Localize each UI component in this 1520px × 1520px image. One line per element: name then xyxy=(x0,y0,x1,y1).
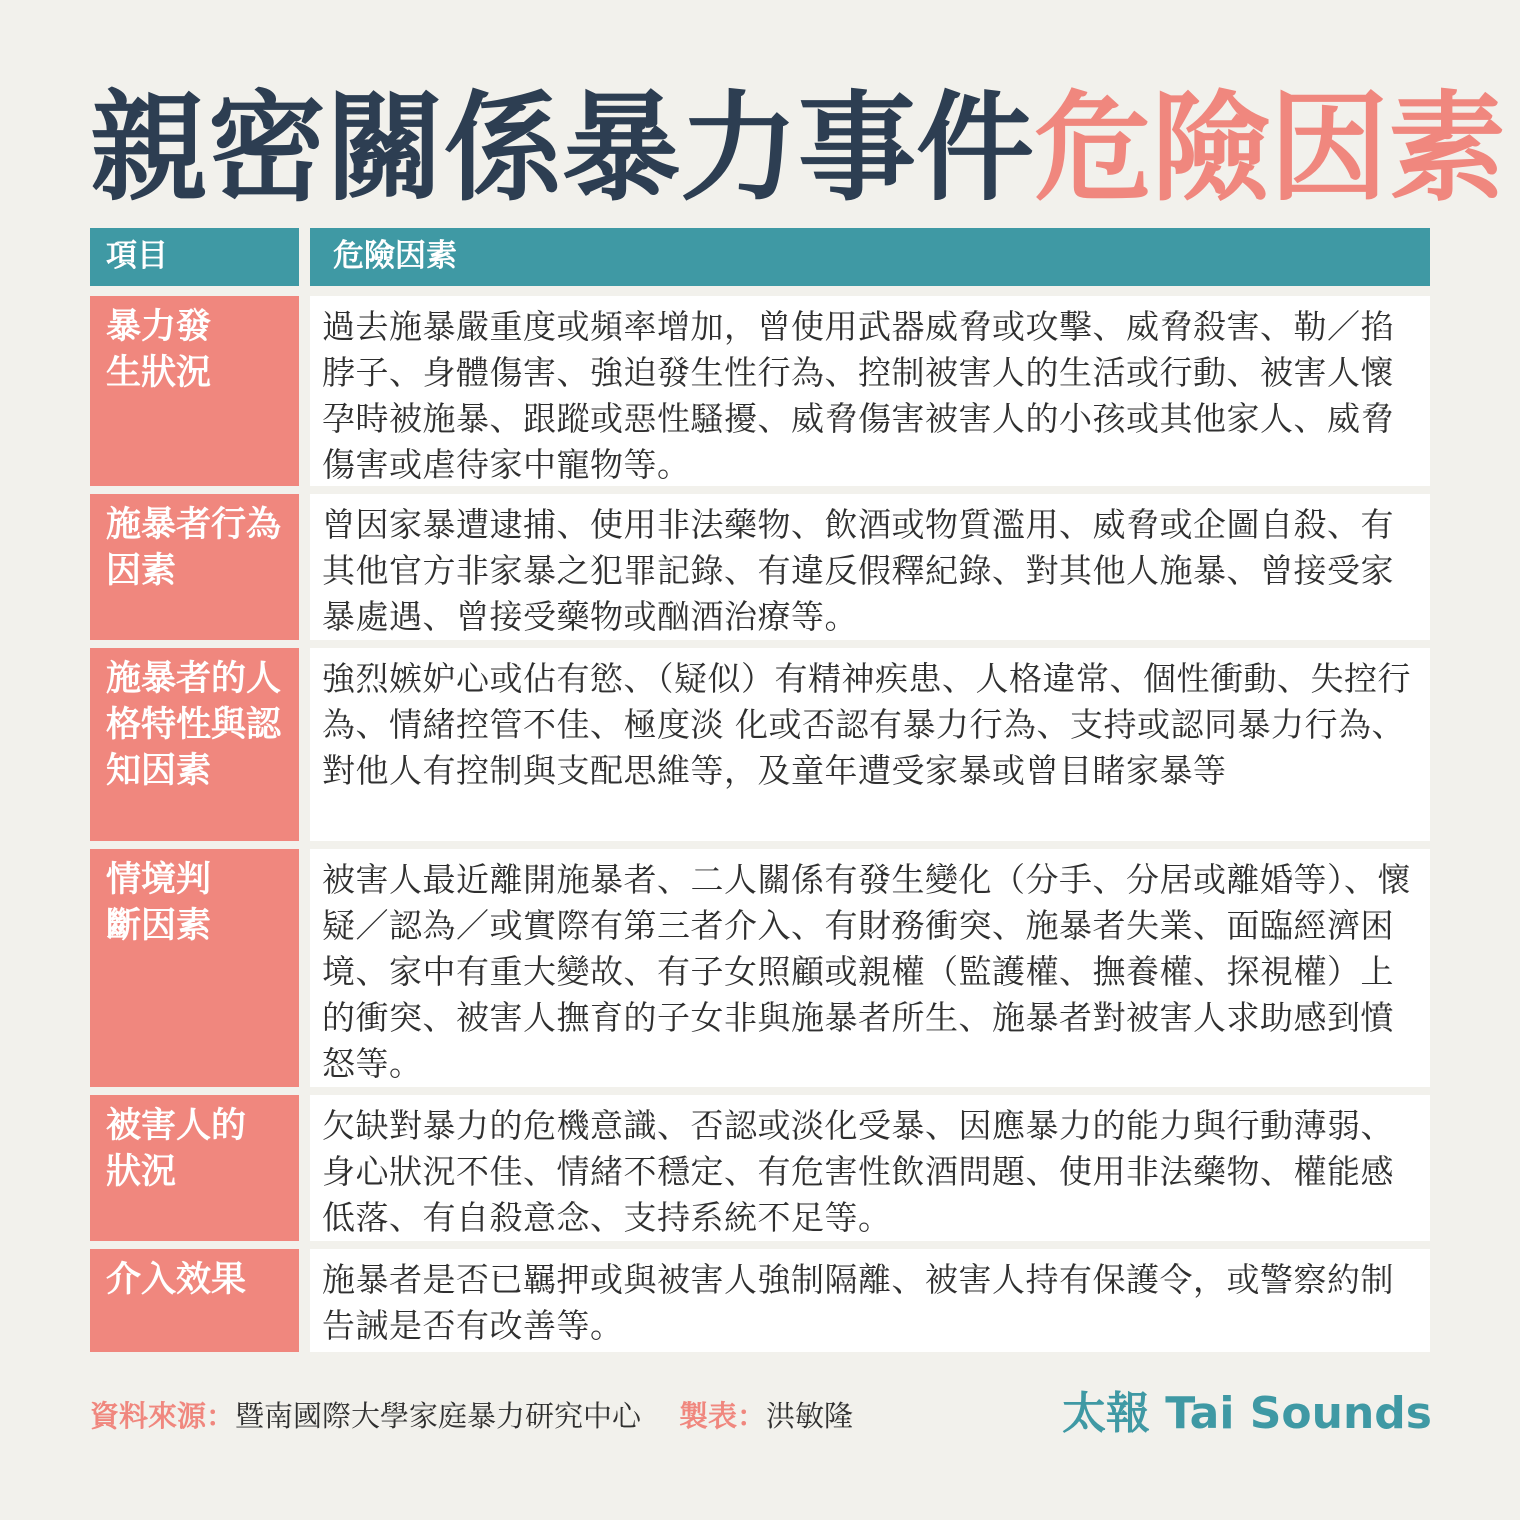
row-description: 施暴者是否已羈押或與被害人強制隔離、被害人持有保護令，或警察約制告誡是否有改善等。 xyxy=(310,1249,1430,1352)
row-category: 施暴者的人格特性與認知因素 xyxy=(90,648,299,841)
table-row xyxy=(90,296,1430,486)
footer xyxy=(90,1386,1432,1442)
page-title xyxy=(90,78,1507,218)
row-category: 介入效果 xyxy=(90,1249,299,1352)
row-category: 施暴者行為因素 xyxy=(90,494,299,640)
row-category: 暴力發生狀況 xyxy=(90,296,299,486)
maker-text: 洪敏隆 xyxy=(766,1399,854,1433)
header-item: 項目 xyxy=(90,228,299,286)
row-description: 曾因家暴遭逮捕、使用非法藥物、飲酒或物質濫用、威脅或企圖自殺、有其他官方非家暴之犯罪記錄、有違反假釋紀錄、對其他人施暴、曾接受家暴處遇、曾接受藥物或酗酒治療等。 xyxy=(310,494,1430,640)
source-text: 暨南國際大學家庭暴力研究中心 xyxy=(235,1399,642,1433)
header-factors: 危險因素 xyxy=(310,228,1430,286)
row-description: 欠缺對暴力的危機意識、否認或淡化受暴、因應暴力的能力與行動薄弱、身心狀況不佳、情緒不穩定、有危害性飲酒問題、使用非法藥物、權能感低落、有自殺意念、支持系統不足等。 xyxy=(310,1095,1430,1241)
title-accent: 危險因素 xyxy=(1034,79,1507,217)
row-description: 被害人最近離開施暴者、二人關係有發生變化（分手、分居或離婚等）、懷疑／認為／或實際有第三者介入、有財務衝突、施暴者失業、面臨經濟困境、家中有重大變故、有子女照顧或親權（監護權、撫養權、探視權）上的衝突、被害人撫育的子女非與施暴者所生、施暴者對被害人求助感到憤怒等。 xyxy=(310,849,1430,1087)
row-category: 被害人的狀況 xyxy=(90,1095,299,1241)
brand-logo: 太報 Tai Sounds xyxy=(1061,1388,1432,1439)
source-label: 資料來源： xyxy=(90,1399,236,1433)
maker-label: 製表： xyxy=(679,1399,767,1433)
risk-factor-table xyxy=(90,228,1430,1360)
table-row xyxy=(90,1249,1430,1352)
title-main: 親密關係暴力事件 xyxy=(90,79,1035,217)
row-description: 過去施暴嚴重度或頻率增加，曾使用武器威脅或攻擊、威脅殺害、勒／掐脖子、身體傷害、強迫發生性行為、控制被害人的生活或行動、被害人懷孕時被施暴、跟蹤或惡性騷擾、威脅傷害被害人的小孩或其他家人、威脅傷害或虐待家中寵物等。 xyxy=(310,296,1430,486)
table-row xyxy=(90,648,1430,841)
table-row xyxy=(90,1095,1430,1241)
row-category: 情境判斷因素 xyxy=(90,849,299,1087)
credits xyxy=(90,1396,853,1436)
table-row xyxy=(90,494,1430,640)
row-description: 強烈嫉妒心或佔有慾、（疑似）有精神疾患、人格違常、個性衝動、失控行為、情緒控管不佳、極度淡 化或否認有暴力行為、支持或認同暴力行為、對他人有控制與支配思維等，及童年遭受家暴或曾目睹家暴等 xyxy=(310,648,1430,841)
header-divider xyxy=(299,228,310,286)
table-header-row xyxy=(90,228,1430,286)
table-row xyxy=(90,849,1430,1087)
